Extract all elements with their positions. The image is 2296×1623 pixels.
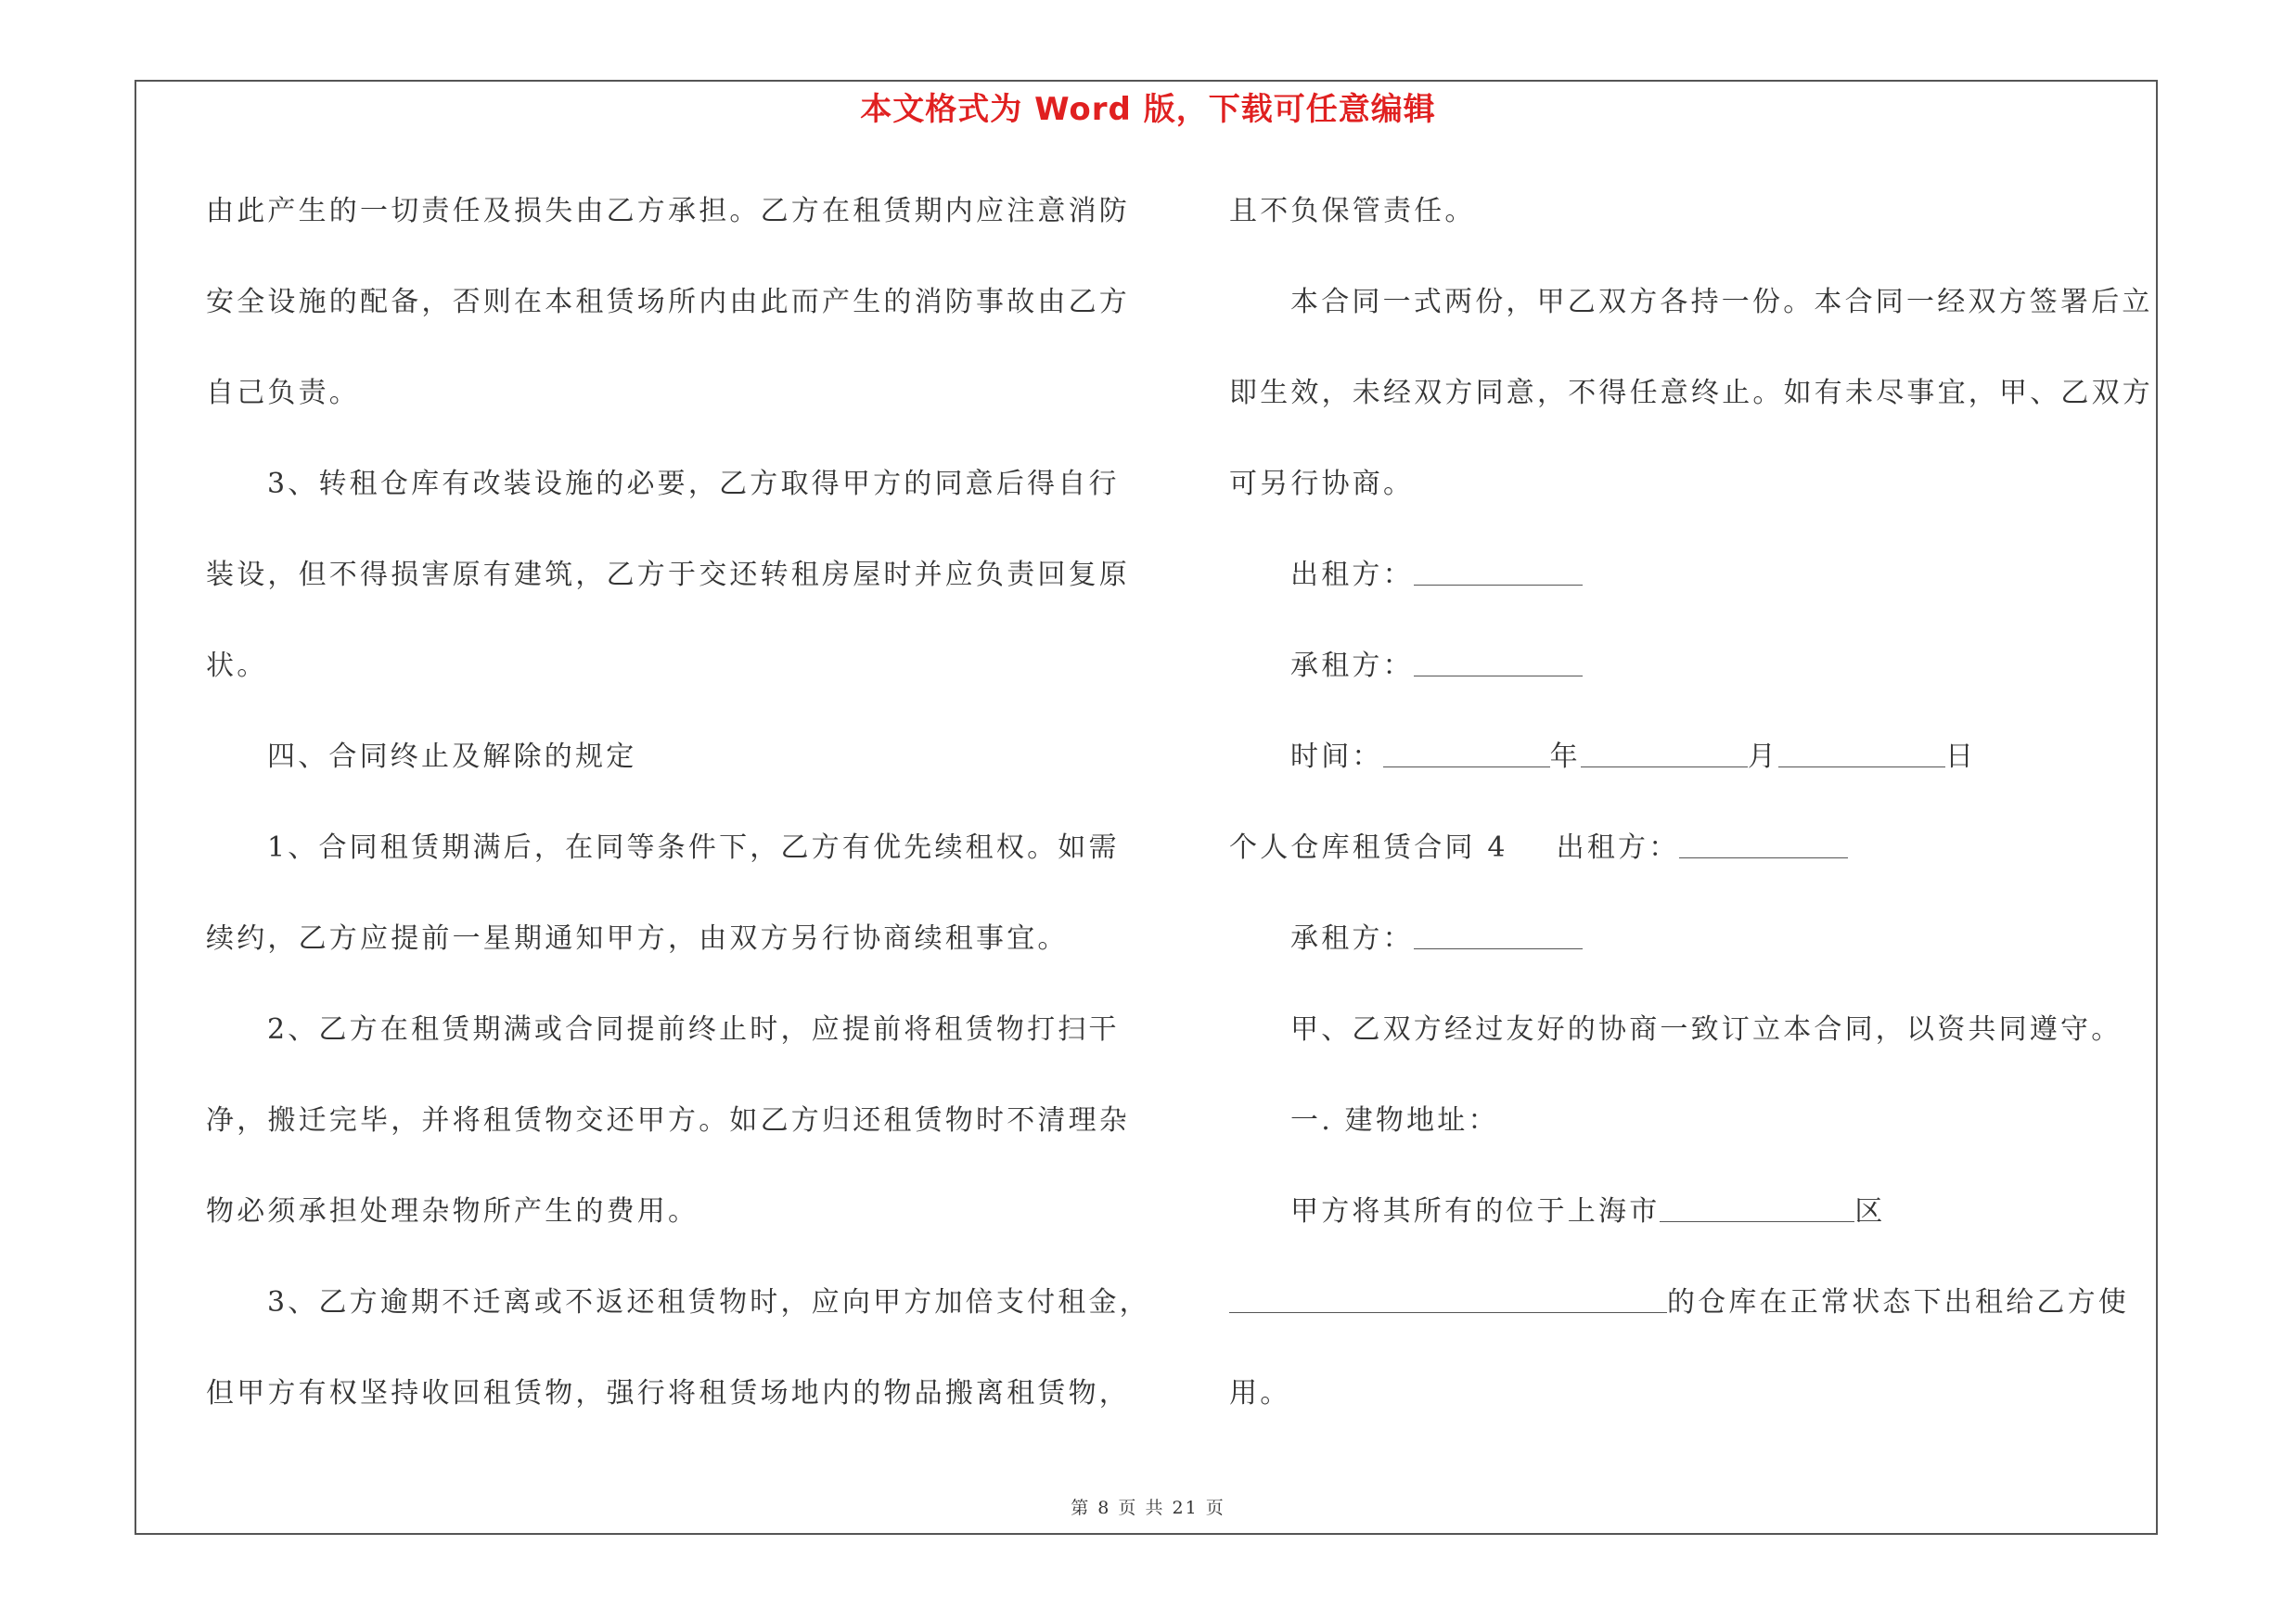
paragraph-line: 自己负责。: [206, 377, 360, 409]
paragraph-line: 装设，但不得损害原有建筑，乙方于交还转租房屋时并应负责回复原: [206, 559, 1130, 591]
paragraph-line: 且不负保管责任。: [1229, 195, 1476, 227]
section-heading-termination: 四、合同终止及解除的规定: [267, 741, 637, 773]
contract-title: 个人仓库租赁合同 4: [1229, 831, 1508, 864]
paragraph-line: 净，搬迁完毕，并将租赁物交还甲方。如乙方归还租赁物时不清理杂: [206, 1104, 1130, 1137]
paragraph-line: 可另行协商。: [1229, 468, 1415, 500]
lessor-label-2: 出租方：: [1556, 831, 1680, 864]
paragraph-line: 安全设施的配备，否则在本租赁场所内由此而产生的消防事故由乙方: [206, 286, 1130, 318]
date-line: [1229, 729, 2157, 820]
address-prefix: 甲方将其所有的位于上海市: [1290, 1195, 1661, 1228]
agreement-intro: 甲、乙双方经过友好的协商一致订立本合同，以资共同遵守。: [1290, 1013, 2123, 1046]
paragraph-line: 物必须承担处理杂物所产生的费用。: [206, 1195, 699, 1228]
district-blank[interactable]: [1660, 1193, 1854, 1222]
day-label: 日: [1945, 741, 1977, 773]
paragraph-line: 续约，乙方应提前一星期通知甲方，由双方另行协商续租事宜。: [206, 922, 1069, 955]
lessee-blank-2[interactable]: [1414, 921, 1583, 949]
lessor-blank-2[interactable]: [1679, 830, 1848, 858]
lessee-signature-line: [1229, 638, 2157, 729]
clause-3-overdue: 3、乙方逾期不迁离或不返还租赁物时，应向甲方加倍支付租金，: [267, 1286, 1150, 1319]
warehouse-line: [1229, 1275, 2157, 1366]
left-column: [206, 184, 1150, 1457]
lessee-signature-line-2: [1229, 911, 2157, 1002]
lessee-blank[interactable]: [1414, 648, 1583, 676]
section-heading-address: 一. 建物地址：: [1290, 1104, 1499, 1137]
year-label: 年: [1549, 741, 1581, 773]
clause-3-transfer: 3、转租仓库有改装设施的必要，乙方取得甲方的同意后得自行: [267, 468, 1120, 500]
day-blank[interactable]: [1778, 739, 1945, 767]
word-format-banner: 本文格式为 Word 版，下载可任意编辑: [860, 91, 1436, 128]
month-label: 月: [1747, 741, 1779, 773]
paragraph-line: 即生效，未经双方同意，不得任意终止。如有未尽事宜，甲、乙双方: [1229, 377, 2153, 409]
lessee-label: 承租方：: [1290, 650, 1414, 682]
paragraph-line: 状。: [206, 650, 268, 682]
contract-4-heading-line: [1229, 820, 2157, 911]
time-label: 时间：: [1290, 741, 1383, 773]
clause-2-return: 2、乙方在租赁期满或合同提前终止时，应提前将租赁物打扫干: [267, 1013, 1120, 1046]
lessor-blank[interactable]: [1414, 557, 1583, 586]
month-blank[interactable]: [1581, 739, 1748, 767]
copies-clause: 本合同一式两份，甲乙双方各持一份。本合同一经双方签署后立: [1290, 286, 2153, 318]
right-column: [1229, 184, 2157, 1457]
paragraph-line: 用。: [1229, 1377, 1291, 1410]
paragraph-line: 但甲方有权坚持收回租赁物，强行将租赁场地内的物品搬离租赁物，: [206, 1377, 1130, 1410]
lessee-label-2: 承租方：: [1290, 922, 1414, 955]
lessor-signature-line: [1229, 547, 2157, 638]
lessor-label: 出租方：: [1290, 559, 1414, 591]
address-line: [1229, 1184, 2157, 1275]
page-number-footer: 第 8 页 共 21 页: [1071, 1498, 1225, 1518]
paragraph-line: 由此产生的一切责任及损失由乙方承担。乙方在租赁期内应注意消防: [206, 195, 1130, 227]
address-detail-blank[interactable]: [1229, 1284, 1667, 1313]
warehouse-text: 的仓库在正常状态下出租给乙方使: [1667, 1286, 2129, 1319]
district-label: 区: [1854, 1195, 1886, 1228]
clause-1-renewal: 1、合同租赁期满后，在同等条件下，乙方有优先续租权。如需: [267, 831, 1120, 864]
year-blank[interactable]: [1383, 739, 1550, 767]
